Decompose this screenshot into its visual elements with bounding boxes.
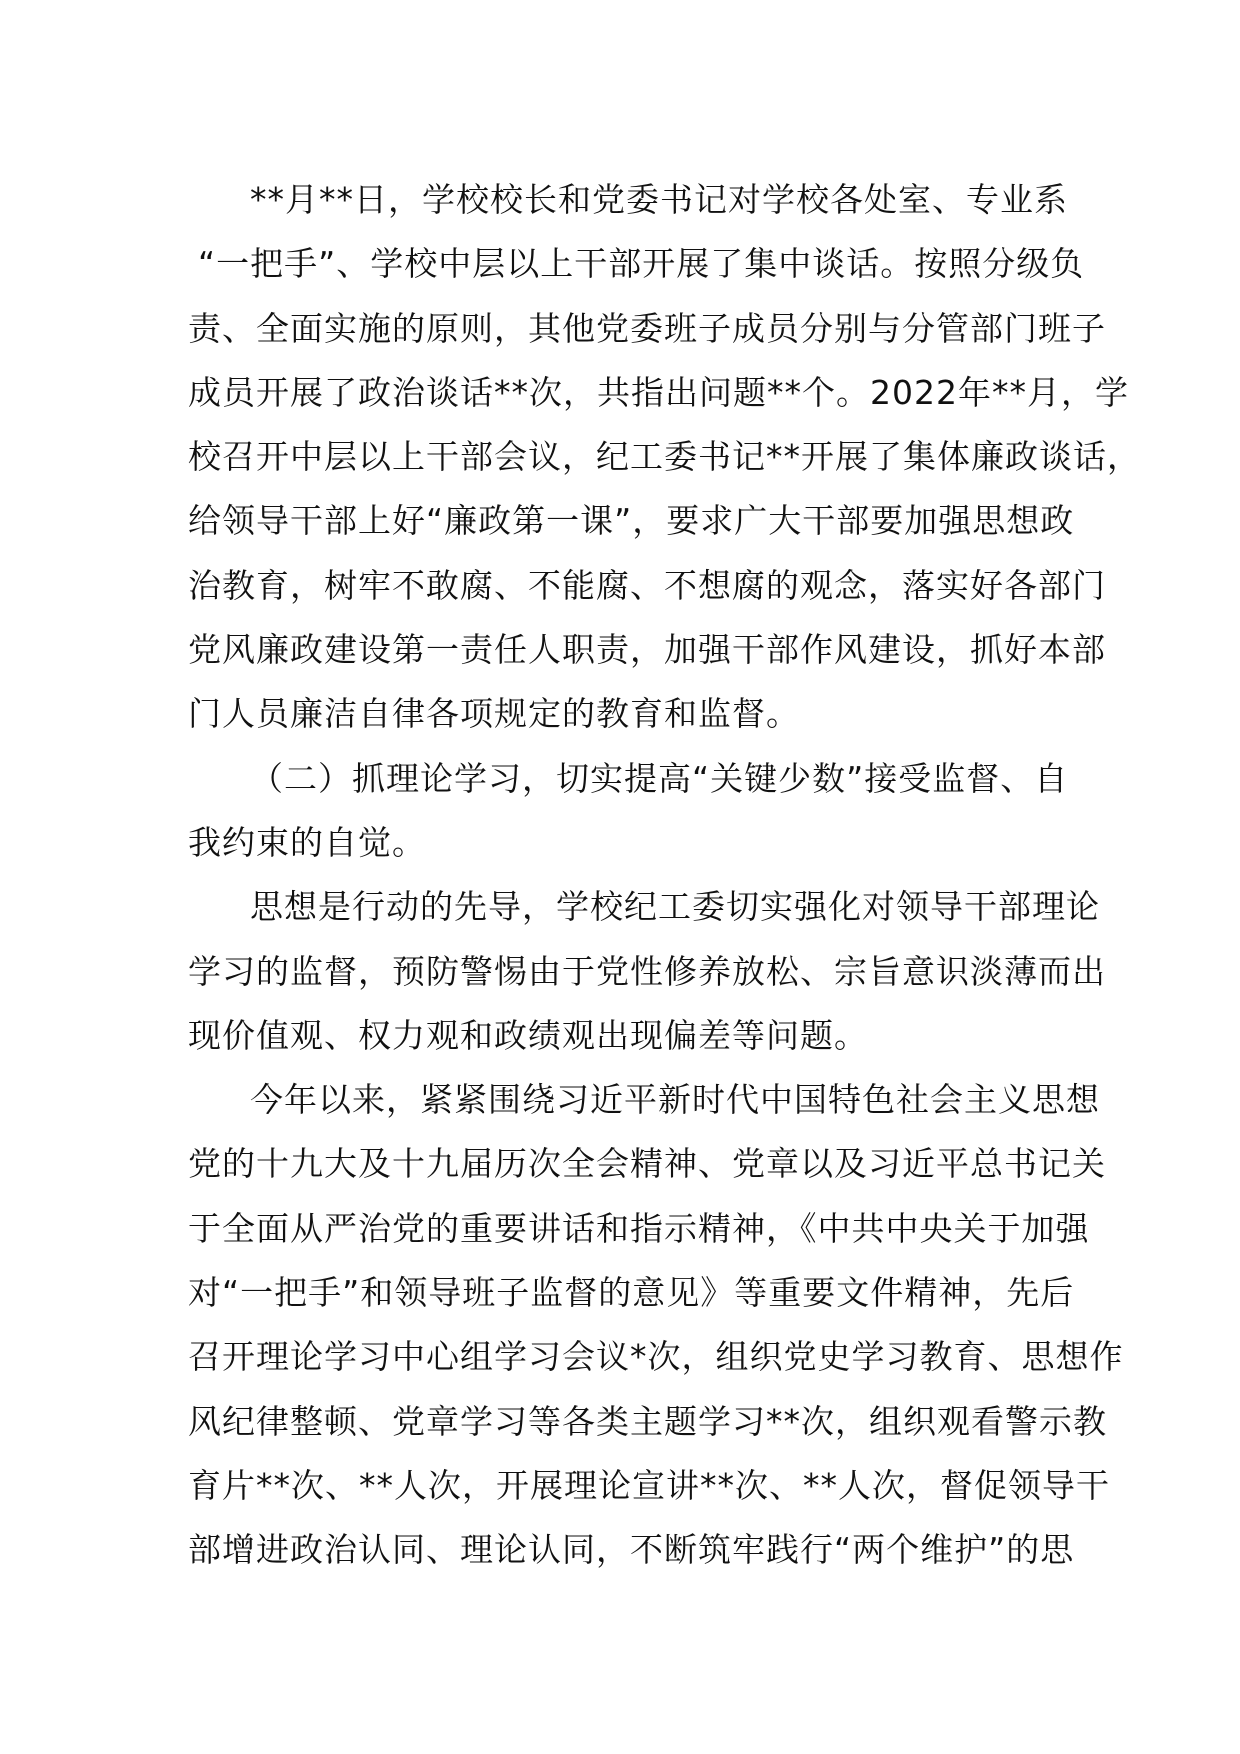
text-line: 责、全面实施的原则，其他党委班子成员分别与分管部门班子: [188, 308, 1106, 348]
text-line: 现价值观、权力观和政绩观出现偏差等问题。: [188, 1015, 868, 1055]
text-line: 对“一把手”和领导班子监督的意见》等重要文件精神，先后: [188, 1273, 1075, 1313]
text-line: 给领导干部上好“廉政第一课”，要求广大干部要加强思想政: [188, 501, 1075, 541]
text-line: 今年以来，紧紧围绕习近平新时代中国特色社会主义思想: [250, 1080, 1100, 1120]
text-line: 育片**次、**人次，开展理论宣讲**次、**人次，督促领导干: [188, 1465, 1110, 1505]
text-line: 思想是行动的先导，学校纪工委切实强化对领导干部理论: [250, 887, 1100, 927]
text-line: 风纪律整顿、党章学习等各类主题学习**次，组织观看警示教: [188, 1401, 1107, 1441]
text-line: 成员开展了政治谈话**次，共指出问题**个。2022年**月，学: [188, 372, 1129, 412]
text-line: “一把手”、学校中层以上干部开展了集中谈话。按照分级负: [198, 244, 1085, 284]
text-line: 治教育，树牢不敢腐、不能腐、不想腐的观念，落实好各部门: [188, 565, 1106, 605]
text-line: **月**日，学校校长和党委书记对学校各处室、专业系: [250, 180, 1068, 219]
text-line: 学习的监督，预防警惕由于党性修养放松、宗旨意识淡薄而出: [188, 951, 1106, 991]
text-line: 党的十九大及十九届历次全会精神、党章以及习近平总书记关: [188, 1144, 1106, 1184]
text-line: 部增进政治认同、理论认同，不断筑牢践行“两个维护”的思: [188, 1530, 1075, 1570]
text-line: 校召开中层以上干部会议，纪工委书记**开展了集体廉政谈话，: [188, 437, 1141, 477]
section-heading: （二）抓理论学习，切实提高“关键少数”接受监督、自: [250, 758, 1069, 798]
text-line: 于全面从严治党的重要讲话和指示精神，《中共中央关于加强: [188, 1208, 1090, 1248]
text-line: 召开理论学习中心组学习会议*次，组织党史学习教育、思想作: [188, 1337, 1124, 1377]
text-line: 党风廉政建设第一责任人职责，加强干部作风建设，抓好本部: [188, 630, 1106, 670]
text-line: 门人员廉洁自律各项规定的教育和监督。: [188, 694, 800, 734]
document-body: [188, 168, 1141, 1583]
section-heading: 我约束的自觉。: [188, 822, 426, 862]
